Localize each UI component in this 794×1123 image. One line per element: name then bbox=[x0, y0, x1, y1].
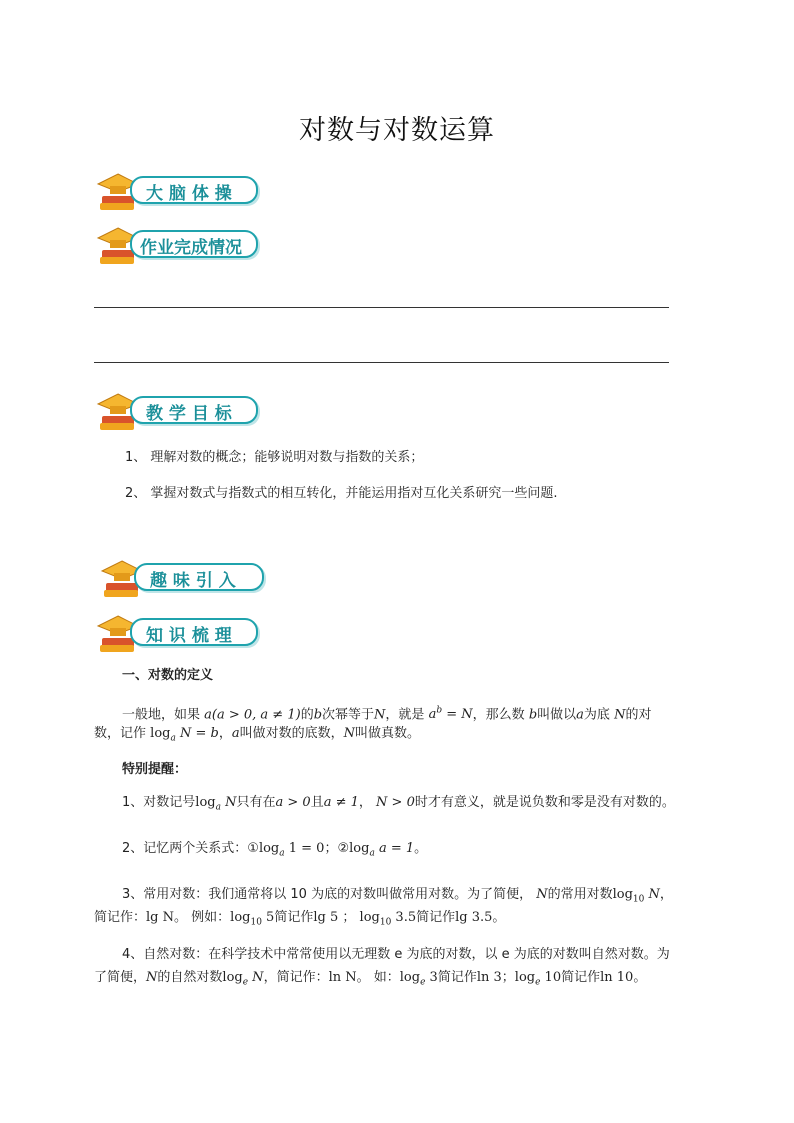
section-badge-warmup bbox=[96, 172, 260, 206]
section-label: 趣 味 引 入 bbox=[150, 571, 236, 591]
section-label: 作业完成情况 bbox=[140, 238, 242, 258]
note-heading: 特别提醒： bbox=[122, 762, 188, 777]
page-title: 对数与对数运算 bbox=[299, 115, 495, 146]
note-4-line-1: 4、自然对数：在科学技术中常常使用以无理数 e 为底的对数，以 e 为底的对数叫自然对数。为 bbox=[122, 947, 670, 962]
answer-line bbox=[94, 307, 669, 308]
section-badge-goals bbox=[96, 392, 260, 426]
section-label: 教 学 目 标 bbox=[146, 404, 232, 424]
section-badge-homework bbox=[96, 226, 260, 260]
note-3-line-2: 简记作：lg N。 例如：$\log_{10} 5$简记作lg 5 ； $\log_{10} 3.5$简记作lg 3.5。 bbox=[94, 910, 506, 928]
note-4-line-2: 了简便，N的自然对数$\log_e N$，简记作：ln N。 如：$\log_e 3$简记作ln 3；$\log_e 10$简记作ln 10。 bbox=[94, 970, 647, 988]
note-2: 2、记忆两个关系式：$①\log_a$ 1 = 0；$②\log_a$ a = 1。 bbox=[122, 841, 428, 859]
section-badge-intro bbox=[100, 559, 266, 593]
knowledge-heading: 一、对数的定义 bbox=[122, 668, 214, 683]
note-3-line-1: 3、常用对数：我们通常将以 10 为底的对数叫做常用对数。为了简便， N的常用对数$\log_{10} N$， bbox=[122, 887, 673, 905]
section-label: 大 脑 体 操 bbox=[146, 184, 232, 204]
section-label: 知 识 梳 理 bbox=[146, 626, 232, 646]
section-badge-knowledge bbox=[96, 614, 260, 648]
definition-line-1: 一般地，如果 a(a > 0, a ≠ 1)的b次幂等于N，就是 $a^b = N$，那么数 b叫做以a为底 N的对 bbox=[122, 706, 652, 723]
note-1: 1、对数记号$\log_a N$只有在a > 0且a ≠ 1， N > 0时才有意义，就是说负数和零是没有对数的。 bbox=[122, 795, 675, 813]
goal-item-1: 1、 理解对数的概念；能够说明对数与指数的关系； bbox=[125, 450, 424, 465]
definition-line-2: 数，记作 $\log_a N = b$，a叫做对数的底数，N叫做真数。 bbox=[94, 726, 421, 744]
goal-item-2: 2、 掌握对数式与指数式的相互转化，并能运用指对互化关系研究一些问题. bbox=[125, 486, 558, 501]
answer-line bbox=[94, 362, 669, 363]
